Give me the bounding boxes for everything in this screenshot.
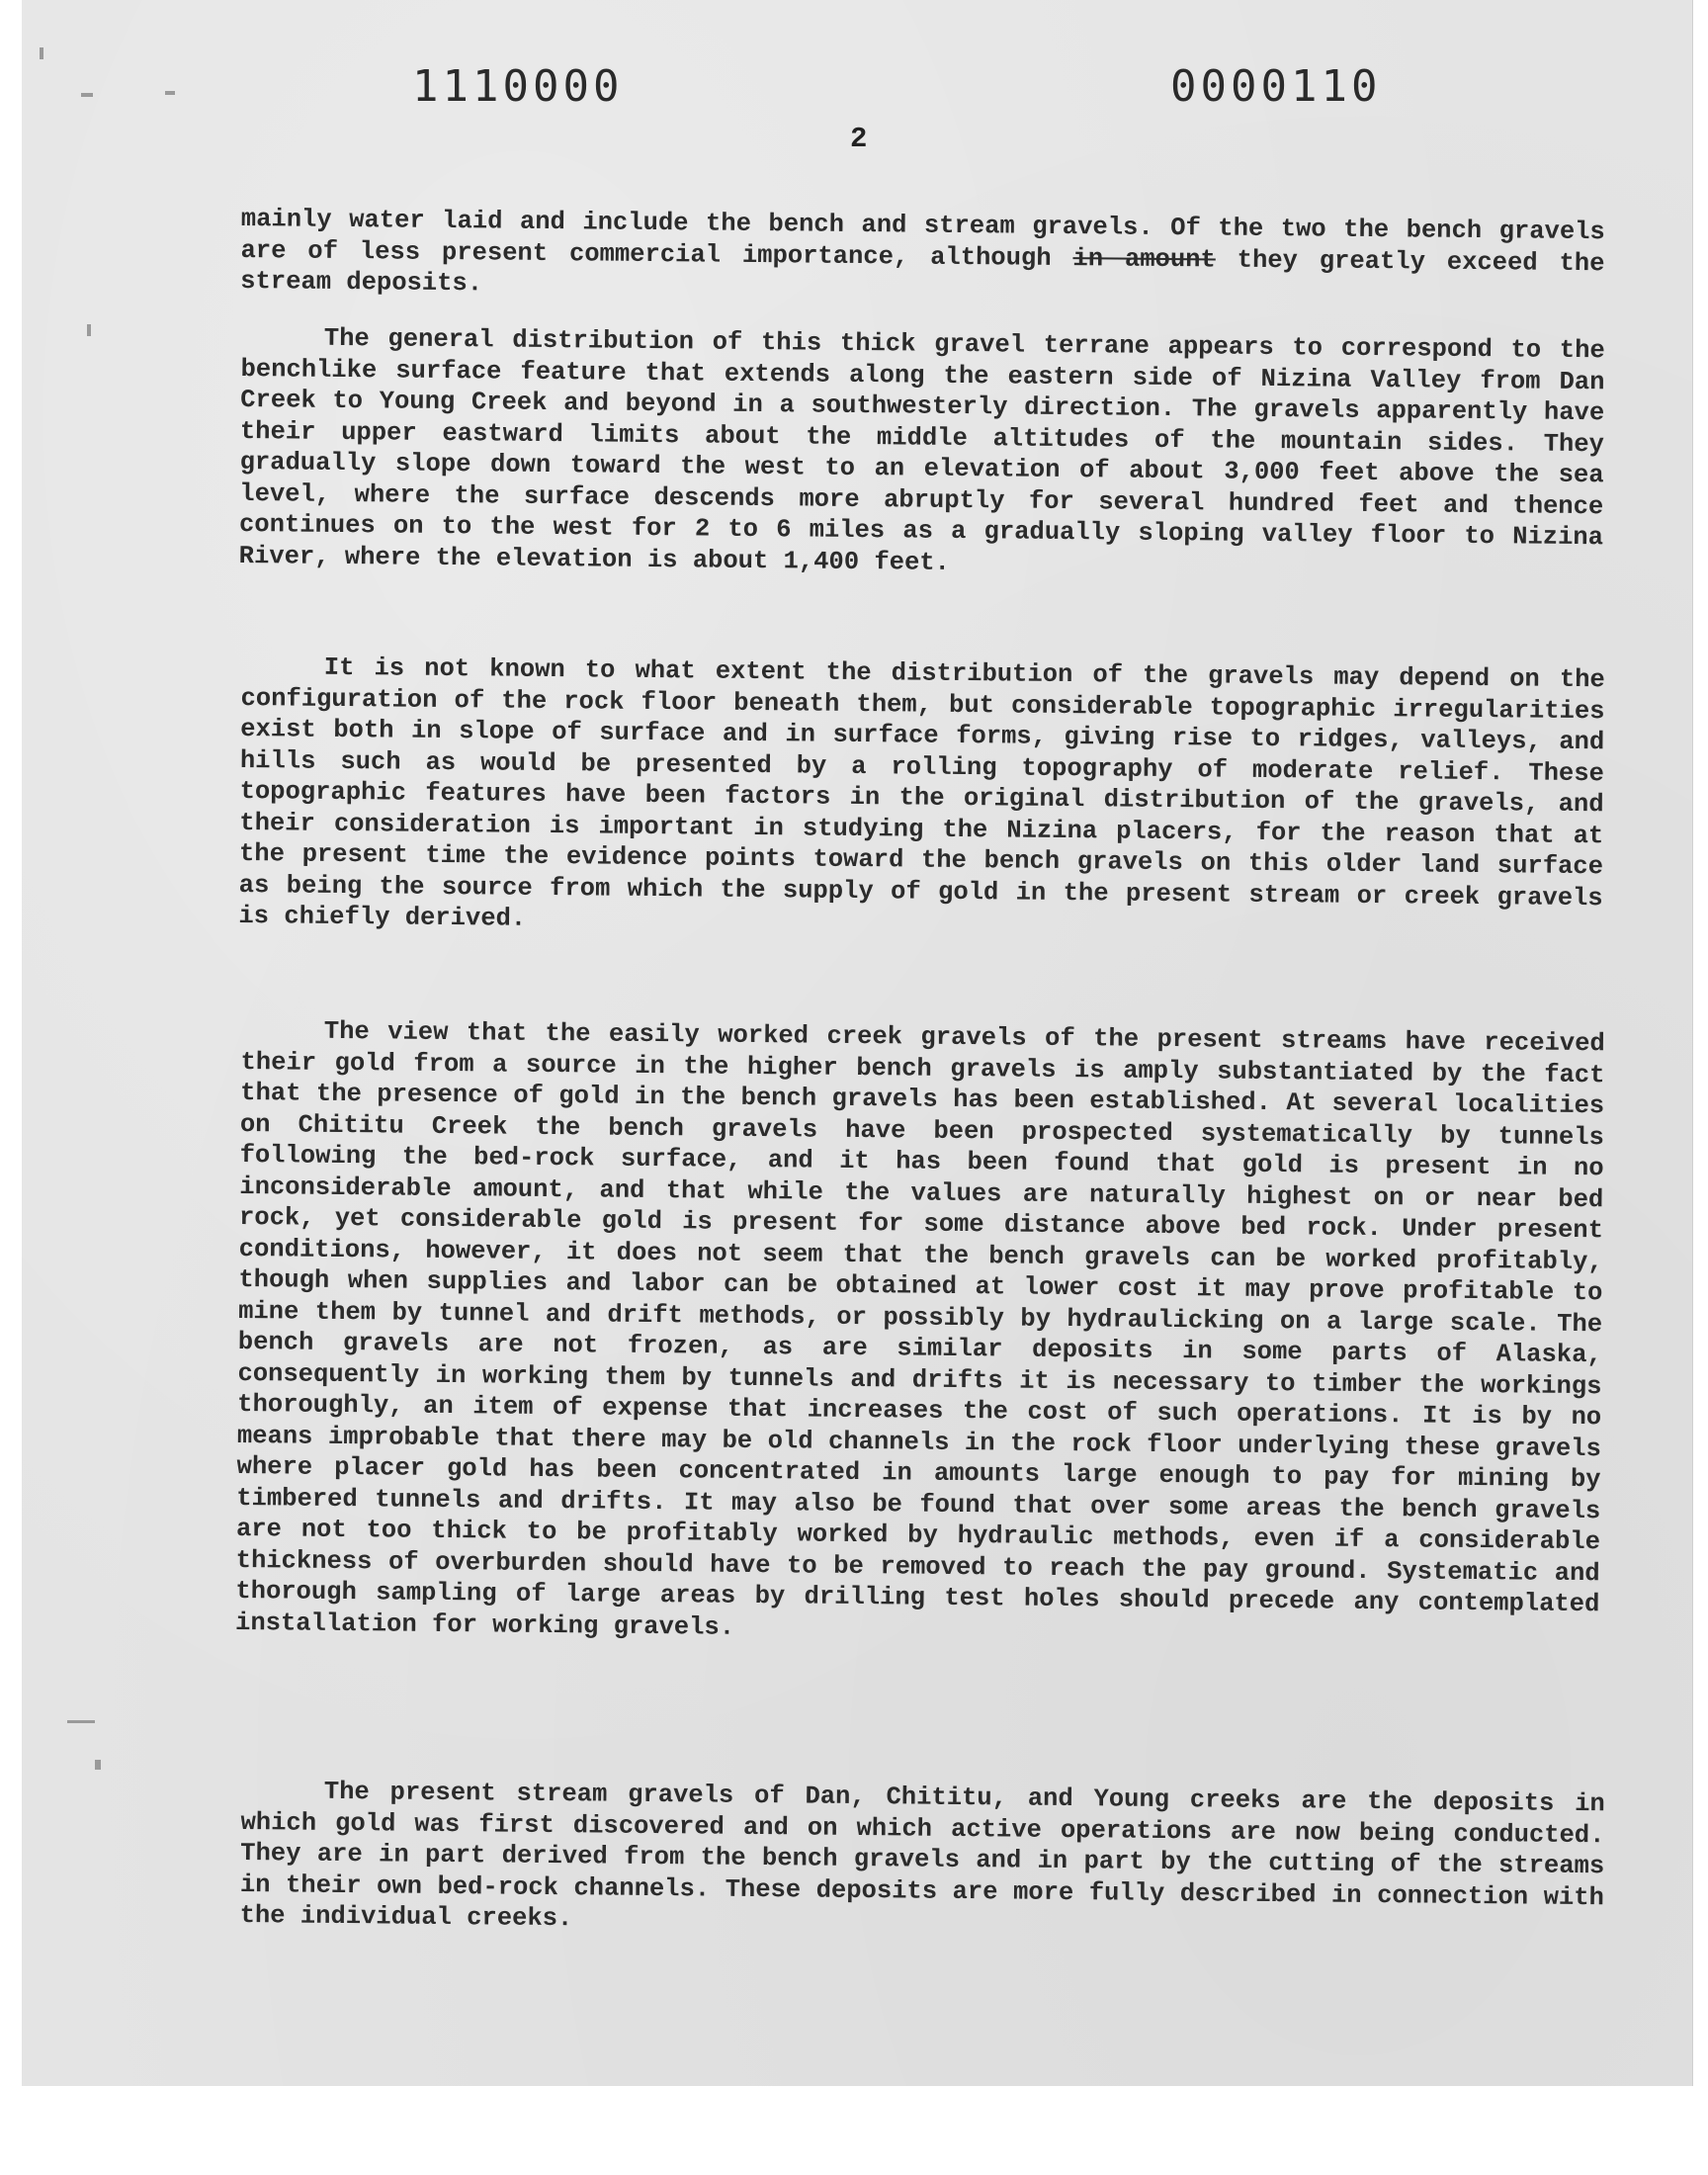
struck-text: in amount — [1072, 243, 1216, 274]
paragraph — [239, 1776, 1604, 1945]
paragraph — [239, 322, 1605, 584]
margin-mark — [40, 47, 43, 59]
margin-mark — [81, 93, 93, 97]
serial-number-right: 0000110 — [1170, 61, 1382, 112]
paragraph — [240, 204, 1605, 310]
document-page — [22, 0, 1693, 2086]
paragraph-text: The general distribution of this thick gravel terrane appears to correspond to the benchlike surface feature that extends along the eastern side of Nizina Valley from Dan Creek to Young Creek and beyond in a southwesterly direction. The gravels apparently have their upper eastward limits about the middle altitudes of the mountain sides. They gradually slope down toward the west to an elevation of about 3,000 feet above the sea level, where the surface descends more abruptly for several hundred feet and thence continues on to the west for 2 to 6 miles as a gradually sloping valley floor to Nizina River, where the elevation is about 1,400 feet. — [238, 323, 1605, 577]
margin-mark — [67, 1720, 95, 1723]
margin-mark — [165, 91, 175, 95]
margin-mark — [95, 1760, 101, 1770]
paragraph — [235, 1015, 1605, 1651]
paragraph-text: The view that the easily worked creek gravels of the present streams have received their gold from a source in the higher bench gravels is amply substantiated by the fact that the presence of gold in the bench gravels has been established. At several localities on Chititu Creek the bench gravels have been prospected systematically by tunnels following the bed-rock surface, and it has been found that gold is present in no inconsiderable amount, and that while the values are naturally highest on or near bed rock, yet considerable gold is present for some distance above bed rock. Under present conditions, however, it does not seem that the bench gravels can be worked profitably, though when supplies and labor can be obtained at lower cost it may prove profitable to mine them by tunnel and drift methods, or possibly by hydraulicking on a large scale. The bench gravels are not frozen, as are similar deposits in some parts of Alaska, consequently in working them by tunnels and drifts it is necessary to timber the workings thoroughly, an item of expense that increases the cost of such operations. It is by no means improbable that there may be old channels in the rock floor underlying these gravels where placer gold has been concentrated in amounts large enough to pay for mining by timbered tunnels and drifts. It may also be found that over some areas the bench gravels are not too thick to be profitably worked by hydraulic methods, even if a considerable thickness of overburden should have to be removed to reach the pay ground. Systematic and thorough sampling of large areas by drilling test holes should precede any contemplated installation for working gravels. — [234, 1016, 1605, 1642]
paragraph-text: they greatly exceed the stream deposits. — [240, 244, 1605, 299]
paragraph-text: The present stream gravels of Dan, Chititu, and Young creeks are the deposits in which gold was first discovered and on which active operations are now being conducted. They are in part derived from the bench gravels and in part by the cutting of the streams in their own bed-rock channels. These deposits are more fully described in connection with the individual creeks. — [239, 1777, 1605, 1934]
paragraph-text: It is not known to what extent the distribution of the gravels may depend on the configuration of the rock floor beneath them, but considerable topographic irregularities exist both in slope of surface and in surface forms, giving rise to ridges, valleys, and hills such as would be presented by a rolling topography of moderate relief. These topographic features have been factors in the original distribution of the gravels, and their consideration is important in studying the Nizina placers, for the reason that at the present time the evidence points toward the bench gravels on this older land surface as being the source from which the supply of gold in the present stream or creek gravels is chiefly derived. — [238, 652, 1605, 933]
margin-mark — [87, 324, 91, 336]
page-number: 2 — [850, 123, 868, 155]
serial-number-left: 1110000 — [412, 61, 624, 112]
paragraph — [238, 652, 1605, 945]
paragraph-text: mainly water laid and include the bench and stream gravels. Of the two the bench gravels are of less present commercial importance, although — [240, 204, 1605, 273]
